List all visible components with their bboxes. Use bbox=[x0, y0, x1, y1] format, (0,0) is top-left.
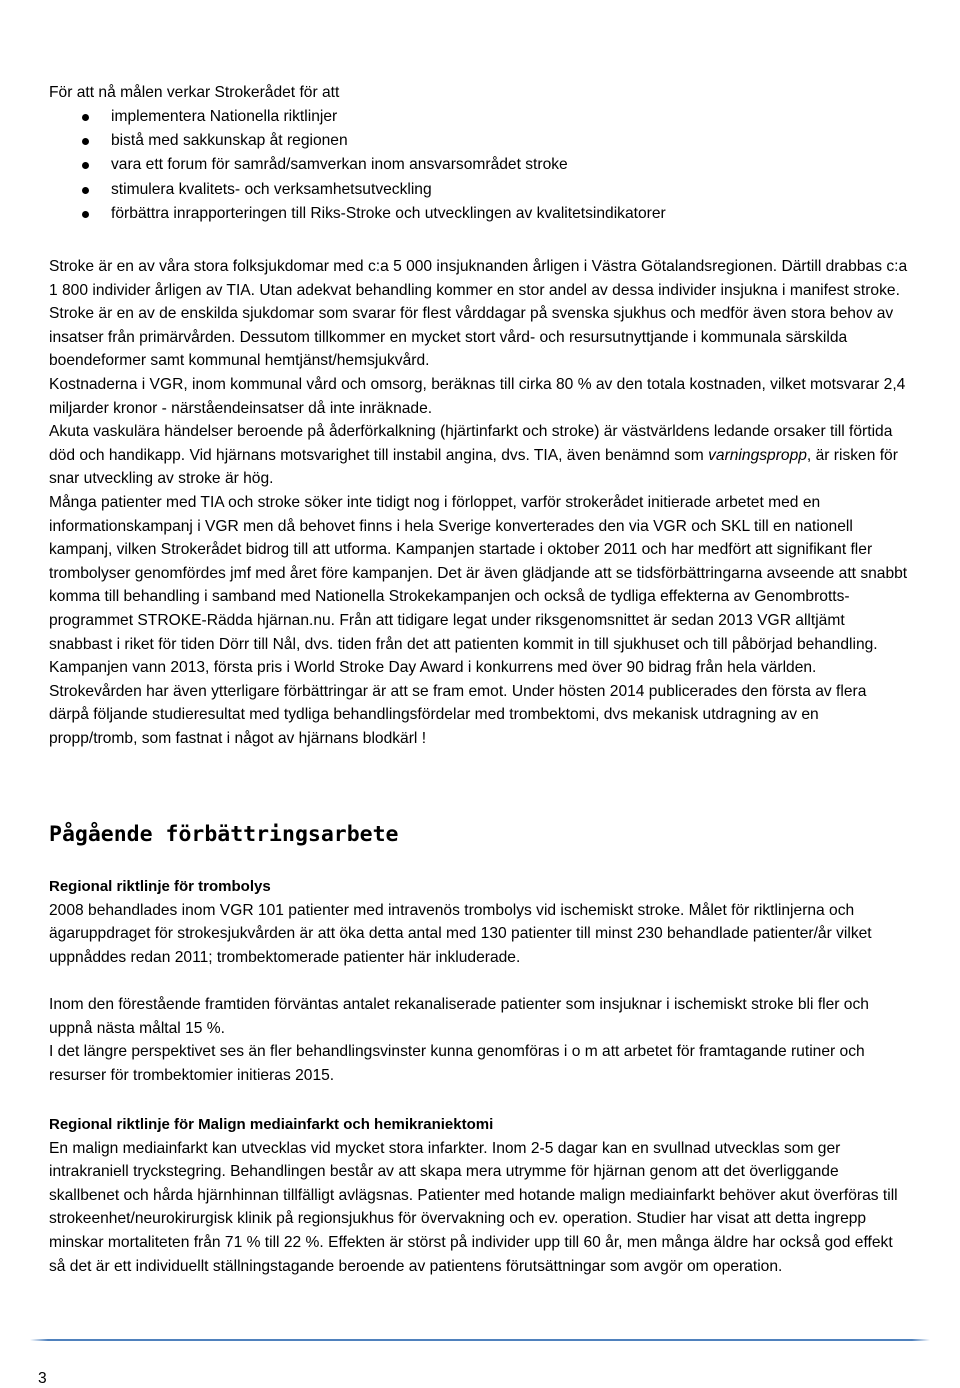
paragraph: En malign mediainfarkt kan utvecklas vid mycket stora infarkter. Inom 2-5 dagar kan en svullnad utvecklas som ger intrakraniell tryckstegring. Behandlingen består av att skapa mera utrymme för hjärnan genom att det överliggande skallbenet och hårda hjärnhinnan tillfälligt avlägsnas. Patienter med hotande malign mediainfarkt behöver akut överföras till strokeenhet/neurokirurgisk klinik på regionsjukhus för övervakning och ev. operation. Studier har visat att detta ingrepp minskar mortaliteten från 71 % till 22 %. Effekten är störst på individer upp till 60 år, men många äldre har också god effekt så det är ett individuellt ställningstagande beroende av patientens förutsättningar som avgör om operation. bbox=[49, 1139, 898, 1275]
list-item: förbättra inrapporteringen till Riks-Stroke och utvecklingen av kvalitetsindikatorer bbox=[49, 202, 666, 226]
list-item: stimulera kvalitets- och verksamhetsutveckling bbox=[49, 178, 666, 202]
subsection-heading: Regional riktlinje för trombolys bbox=[49, 878, 271, 895]
bullet-icon bbox=[82, 162, 89, 169]
paragraph: Inom den förestående framtiden förväntas antalet rekanaliserade patienter som insjuknar i ischemiskt stroke bli fler och uppnå nästa måltal 15 %. bbox=[49, 995, 869, 1037]
bullet-icon bbox=[82, 138, 89, 145]
paragraph: Strokevården har även ytterligare förbättringar är att se fram emot. Under hösten 2014 publicerades den första av flera därpå följande studieresultat med tydliga behandlingsfördelar med trombektomi, dvs mekanisk utdragning av en propp/tromb, som fastnat i något av hjärnans blodkärl ! bbox=[49, 682, 867, 747]
section-title: Pågående förbättringsarbete bbox=[49, 822, 399, 847]
page-number: 3 bbox=[38, 1370, 47, 1387]
bullet-icon bbox=[82, 114, 89, 121]
bullet-icon bbox=[82, 211, 89, 218]
list-item: implementera Nationella riktlinjer bbox=[49, 105, 666, 129]
goals-list bbox=[49, 105, 666, 226]
body-text bbox=[49, 255, 909, 750]
malign-section bbox=[49, 1113, 909, 1278]
spacer bbox=[49, 969, 909, 993]
intro-section bbox=[49, 81, 666, 226]
paragraph: Kostnaderna i VGR, inom kommunal vård och omsorg, beräknas till cirka 80 % av den totala kostnaden, vilket motsvarar 2,4 miljarder kronor - närståendeinsatser då inte inräknade. bbox=[49, 375, 906, 417]
paragraph: 2008 behandlades inom VGR 101 patienter med intravenös trombolys vid ischemiskt stroke. Målet för riktlinjerna och ägaruppdraget för strokesjukvården är att öka detta antal med 130 patienter till minst 230 behandlade patienter/år vilket uppnåddes redan 2011; trombektomerade patienter här inkluderade. bbox=[49, 901, 872, 966]
paragraph: I det längre perspektivet ses än fler behandlingsvinster kunna genomföras i o m att arbetet för framtagande rutiner och resurser för trombektomier initieras 2015. bbox=[49, 1043, 865, 1084]
trombolys-section bbox=[49, 875, 909, 1087]
paragraph: Många patienter med TIA och stroke söker inte tidigt nog i förloppet, varför strokerådet initierade arbetet med en informationskampanj i VGR men då behovet finns i hela Sverige konverterades den via VGR och SKL till en nationell kampanj, vilken Strokerådet bidrog till att utforma. Kampanjen startade i oktober 2011 och har medfört att signifikant fler trombolyser genomfördes jmf med året före kampanjen. Det är även glädjande att se tidsförbättringarna avseende att snabbt komma till behandling i samband med Nationella Strokekampanjen och också de tydliga effekterna av Genombrotts-programmet STROKE-Rädda hjärnan.nu. Från att tidigare legat under riksgenomsnittet är sedan 2013 VGR alltjämt snabbast i riket för tiden Dörr till Nål, dvs. tiden från det att patienten kommit in till sjukhuset och till påbörjad behandling. Kampanjen vann 2013, första pris i World Stroke Day Award i konkurrens med över 90 bidrag från hela världen. bbox=[49, 493, 908, 677]
list-item: bistå med sakkunskap åt regionen bbox=[49, 129, 666, 153]
bullet-icon bbox=[82, 187, 89, 194]
emphasis: varningspropp bbox=[708, 446, 807, 464]
footer-bar bbox=[30, 1339, 930, 1341]
intro-lead: För att nå målen verkar Strokerådet för att bbox=[49, 84, 340, 101]
subsection-heading: Regional riktlinje för Malign mediainfarkt och hemikraniektomi bbox=[49, 1116, 494, 1133]
paragraph: Akuta vaskulära händelser beroende på åderförkalkning (hjärtinfarkt och stroke) är västvärldens ledande orsaker till förtida död och handikapp. Vid hjärnans motsvarighet till instabil angina, dvs. TIA, även benämnd som varningspropp, är risken för snar utveckling av stroke är hög. bbox=[49, 423, 898, 488]
paragraph: Stroke är en av våra stora folksjukdomar med c:a 5 000 insjuknanden årligen i Västra Götalandsregionen. Därtill drabbas c:a 1 800 individer årligen av TIA. Utan adekvat behandling kommer en stor andel av dessa individer insjukna i manifest stroke. bbox=[49, 258, 908, 299]
list-item: vara ett forum för samråd/samverkan inom ansvarsområdet stroke bbox=[49, 153, 666, 177]
paragraph: Stroke är en av de enskilda sjukdomar som svarar för flest vårddagar på svenska sjukhus och medför även stora behov av insatser från primärvården. Dessutom tillkommer en mycket stort vård- och resursutnyttjande i kommunala särskilda boendeformer samt kommunal hemtjänst/hemsjukvård. bbox=[49, 305, 894, 370]
